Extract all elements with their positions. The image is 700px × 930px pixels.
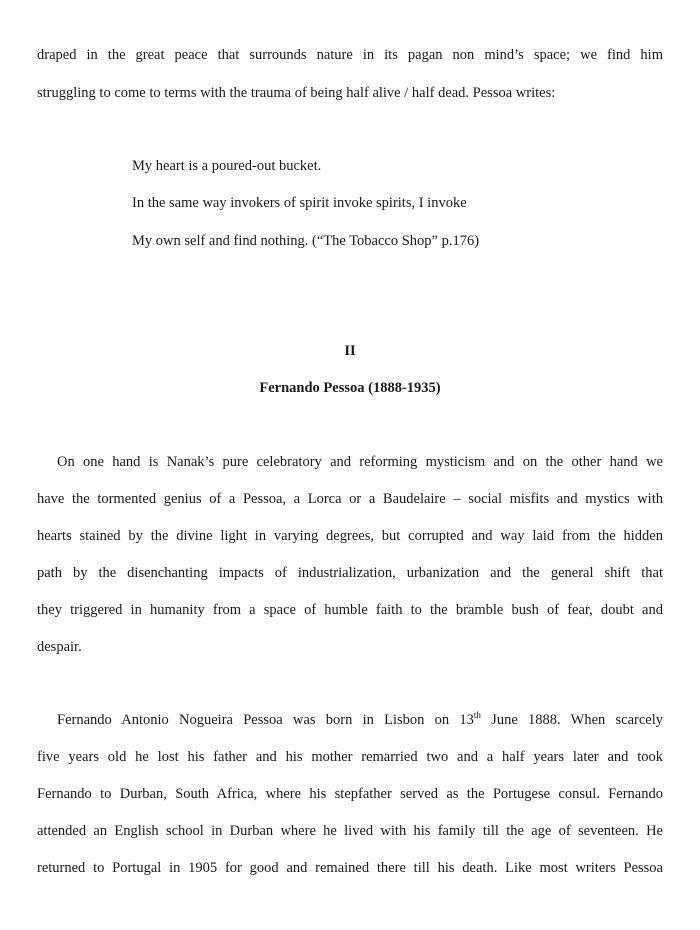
paragraph-2-line-1-after: June 1888. When scarcely [480,712,663,728]
quote-line-3: My own self and find nothing. (“The Tobacco Shop” p.176) [132,233,480,249]
quote-line-1: My heart is a poured-out bucket. [132,158,322,174]
paragraph-2-line-1-before: Fernando Antonio Nogueira Pessoa was born in Lisbon on 13 [57,712,474,728]
quote-line-2: In the same way invokers of spirit invoke spirits, I invoke [132,195,467,211]
paragraph-1-line-1: On one hand is Nanak’s pure celebratory and reforming mysticism and on the other hand we [57,454,663,470]
opening-line-1: draped in the great peace that surrounds nature in its pagan non mind’s space; we find him [37,47,663,63]
paragraph-2-line-2: five years old he lost his father and his mother remarried two and a half years later and took [37,749,663,765]
paragraph-1-line-3: hearts stained by the divine light in varying degrees, but corrupted and way laid from the hidden [37,528,663,544]
paragraph-2-line-5: returned to Portugal in 1905 for good and remained there till his death. Like most writers Pessoa [37,860,663,876]
ordinal-superscript: th [473,710,481,720]
paragraph-1-line-4: path by the disenchanting impacts of industrialization, urbanization and the general shift that [37,565,663,581]
paragraph-1-line-2: have the tormented genius of a Pessoa, a Lorca or a Baudelaire – social misfits and mystics with [37,491,663,507]
paragraph-2-line-3: Fernando to Durban, South Africa, where his stepfather served as the Portugese consul. Fernando [37,786,663,802]
paragraph-2-line-1 [57,711,663,729]
paragraph-2-line-4: attended an English school in Durban where he lived with his family till the age of seventeen. He [37,823,663,839]
paragraph-1-line-6: despair. [37,639,82,655]
opening-line-2: struggling to come to terms with the trauma of being half alive / half dead. Pessoa writes: [37,85,556,101]
section-number: II [344,343,356,359]
paragraph-1-line-5: they triggered in humanity from a space of humble faith to the bramble bush of fear, doubt and [37,602,663,618]
section-title: Fernando Pessoa (1888-1935) [259,380,441,396]
